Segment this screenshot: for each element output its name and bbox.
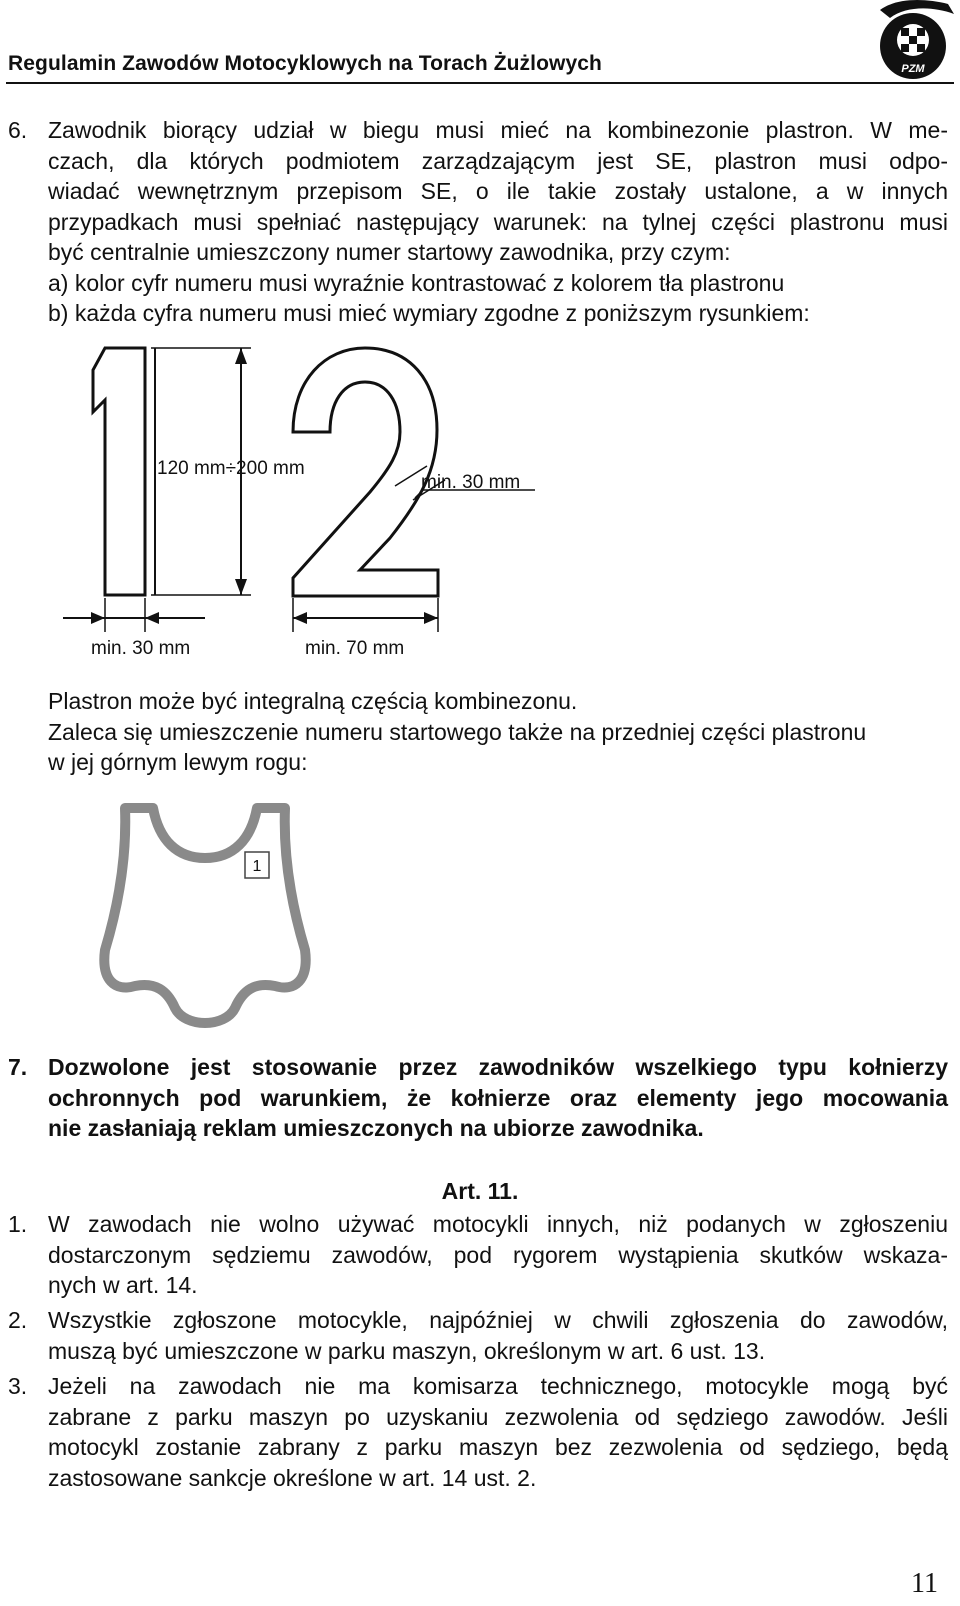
vest-number-label: 1 [252, 858, 262, 875]
item-6-text [48, 115, 948, 329]
article-item-3-text [48, 1371, 948, 1493]
bottom-left-dimension-label: min. 30 mm [91, 638, 191, 659]
stroke-width-label: min. 30 mm [421, 472, 521, 493]
text-line: przypadkach musi spełniać następujący warunek: na tylnej części plastronu musi [48, 208, 948, 235]
item-number: 7. [8, 1054, 28, 1080]
text-line: Dozwolone jest stosowanie przez zawodników wszelkiego typu kołnierzy [48, 1054, 948, 1080]
item-number: 1. [8, 1211, 28, 1237]
item-number: 2. [8, 1307, 28, 1333]
text-line: czach, dla których podmiotem zarządzającym jest SE, plastron musi odpo- [48, 147, 948, 174]
text-line: ochronnych pod warunkiem, że kołnierze oraz elementy jego mocowania [48, 1084, 948, 1111]
text-line: wiadać wewnętrznym przepisom SE, o ile takie zostały ustalone, a w innych [48, 178, 948, 204]
text-line: nych w art. 14. [48, 1272, 198, 1298]
item-number: 3. [8, 1373, 28, 1399]
page-number: 11 [911, 1568, 938, 1599]
text-line: Plastron może być integralną częścią kombinezonu. [48, 688, 578, 714]
article-item-1-text [48, 1209, 948, 1301]
text-line: zabrane z parku maszyn po uzyskaniu zezwolenia od sędziego zawodów. Jeśli [48, 1403, 948, 1430]
document-header-title: Regulamin Zawodów Motocyklowych na Torach Żużlowych [8, 52, 602, 75]
text-line: muszą być umieszczone w parku maszyn, określonym w art. 6 ust. 13. [48, 1337, 766, 1364]
text-line: Zawodnik biorący udział w biegu musi mieć na kombinezonie plastron. W me- [48, 117, 948, 143]
text-line: nie zasłaniają reklam umieszczonych na ubiorze zawodnika. [48, 1115, 704, 1141]
number-dimensions-figure [55, 340, 555, 670]
pzm-logo [872, 0, 954, 82]
svg-text:PZM: PZM [901, 63, 925, 75]
text-line: Jeżeli na zawodach nie ma komisarza technicznego, motocykle mogą być [48, 1373, 948, 1399]
digit-one-outline [93, 348, 145, 595]
height-dimension-label: 120 mm÷200 mm [157, 458, 305, 479]
header-divider [6, 82, 954, 84]
text-line: W zawodach nie wolno używać motocykli innych, niż podanych w zgłoszeniu [48, 1211, 948, 1237]
text-line: motocykl zostanie zabrany z parku maszyn bez zezwolenia od sędziego, będą [48, 1434, 948, 1460]
text-line: Wszystkie zgłoszone motocykle, najpóźniej w chwili zgłoszenia do zawodów, [48, 1307, 948, 1333]
item-7-text [48, 1052, 948, 1144]
text-line: Zaleca się umieszczenie numeru startowego także na przedniej części plastronu [48, 718, 867, 745]
text-line: dostarczonym sędziemu zawodów, pod rygorem wystąpienia skutków wskaza- [48, 1241, 948, 1268]
text-line: być centralnie umieszczony numer startowy zawodnika, przy czym: [48, 239, 731, 265]
article-heading: Art. 11. [441, 1178, 519, 1204]
plastron-note [48, 686, 948, 778]
text-line: b) każda cyfra numeru musi mieć wymiary zgodne z poniższym rysunkiem: [48, 300, 810, 326]
vest-outline [104, 808, 305, 1023]
text-line: zastosowane sankcje określone w art. 14 ust. 2. [48, 1464, 537, 1491]
article-item-2-text [48, 1305, 948, 1366]
text-line: a) kolor cyfr numeru musi wyraźnie kontrastować z kolorem tła plastronu [48, 269, 785, 296]
item-number: 6. [8, 117, 28, 143]
text-line: w jej górnym lewym rogu: [48, 749, 308, 775]
bottom-right-dimension-label: min. 70 mm [305, 638, 405, 659]
plastron-vest-figure [95, 800, 315, 1030]
